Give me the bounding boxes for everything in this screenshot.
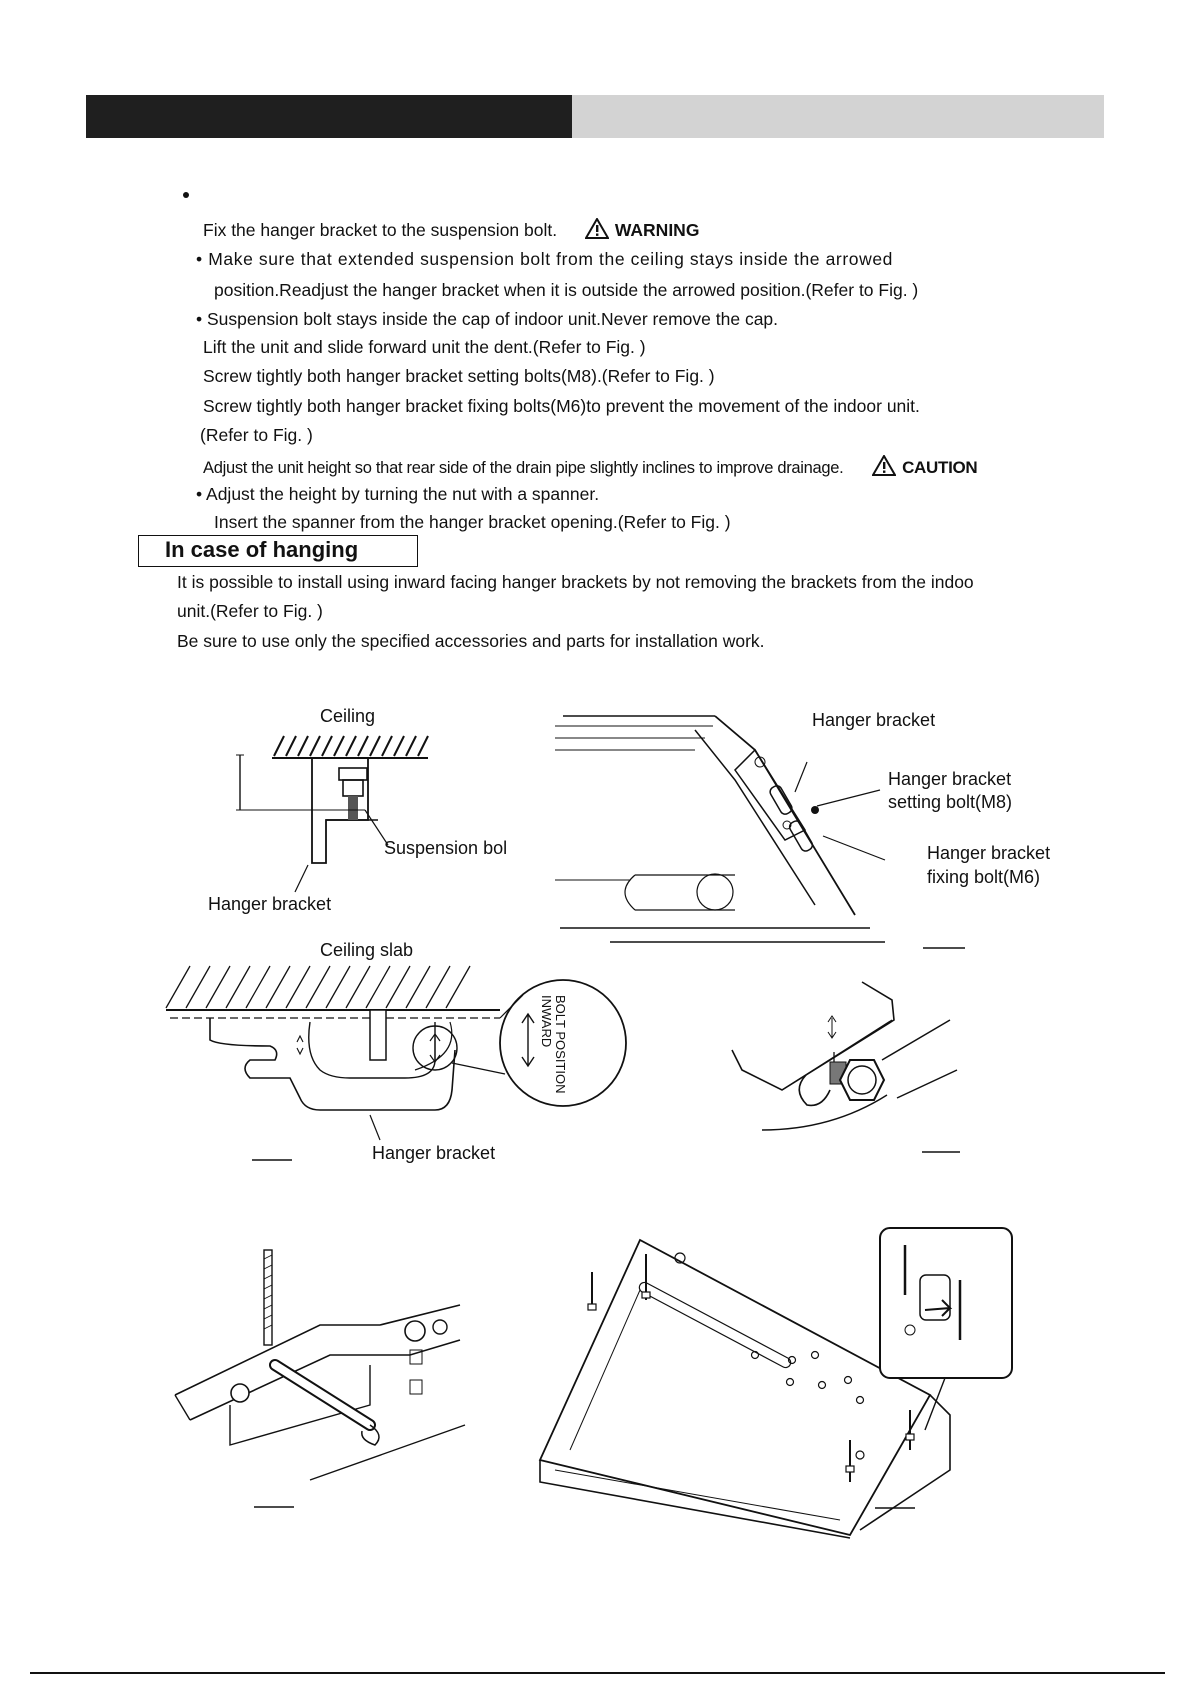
- fig1-hanger-bracket-label: Hanger bracket: [208, 894, 332, 914]
- case-line-2: unit.(Refer to Fig. ): [177, 601, 323, 621]
- step-2: Lift the unit and slide forward unit the dent.(Refer to Fig. ): [203, 337, 646, 357]
- bullet-2: • Suspension bolt stays inside the cap of indoor unit.Never remove the cap.: [196, 309, 779, 329]
- header-bar-light: [572, 95, 1104, 138]
- bullet-1-line-2: position.Readjust the hanger bracket when it is outside the arrowed position.(Refer to Fig. ): [214, 280, 919, 300]
- fig2-fixing-bolt-label-2: fixing bolt(M6): [927, 867, 1041, 887]
- step-5-text: Adjust the unit height so that rear side of the drain pipe slightly inclines to improve drainage.: [203, 459, 844, 477]
- caution-label: CAUTION: [902, 458, 978, 477]
- step-1-text: Fix the hanger bracket to the suspension bolt.: [203, 220, 558, 240]
- fig2-fixing-bolt-label-1: Hanger bracket: [927, 843, 1051, 863]
- bullet-3-sub: Insert the spanner from the hanger bracket opening.(Refer to Fig. ): [214, 512, 731, 532]
- figure-6-drawing: [530, 1220, 1020, 1540]
- figure-4-drawing: [722, 980, 962, 1160]
- bullet-2-text: Suspension bolt stays inside the cap of indoor unit.Never remove the cap.: [207, 309, 779, 329]
- step-4-line-1: Screw tightly both hanger bracket fixing bolts(M6)to prevent the movement of the indoor unit.: [203, 396, 920, 416]
- fig3-hanger-bracket-label: Hanger bracket: [372, 1143, 496, 1163]
- case-heading-box: [138, 535, 418, 567]
- fig3-bolt-position-text: BOLT POSITION: [553, 995, 568, 1094]
- bullet-3-text: Adjust the height by turning the nut with a spanner.: [206, 484, 600, 504]
- fig3-ceiling-slab-label: Ceiling slab: [320, 940, 414, 960]
- bullet-1-text: Make sure that extended suspension bolt from the ceiling stays inside the arrowed: [208, 249, 893, 269]
- fig1-suspension-bolt-label: Suspension bol: [384, 838, 508, 858]
- fig2-setting-bolt-label-2: setting bolt(M8): [888, 792, 1013, 812]
- fig3-inward-text: INWARD: [539, 995, 554, 1048]
- case-heading: In case of hanging: [165, 537, 359, 562]
- step-3: Screw tightly both hanger bracket setting bolts(M8).(Refer to Fig. ): [203, 366, 715, 386]
- fig1-ceiling-label: Ceiling: [320, 706, 376, 726]
- bullet-3: • Adjust the height by turning the nut with a spanner.: [196, 484, 600, 504]
- fig2-hanger-bracket-label: Hanger bracket: [812, 710, 936, 730]
- page-bottom-rule: [30, 1672, 1165, 1674]
- fig2-setting-bolt-label-1: Hanger bracket: [888, 769, 1012, 789]
- step-5: [203, 455, 977, 479]
- figure-3-drawing: [160, 960, 630, 1170]
- bullet-dot: [183, 192, 189, 198]
- case-line-3: Be sure to use only the specified accessories and parts for installation work.: [177, 631, 765, 651]
- header-bar-dark: [86, 95, 572, 138]
- warning-label: WARNING: [614, 220, 700, 240]
- bullet-1-line-1: • Make sure that extended suspension bolt from the ceiling stays inside the arrowed: [196, 249, 893, 269]
- caution-icon: [872, 455, 896, 476]
- warning-icon: [585, 218, 609, 239]
- figure-5-drawing: [170, 1245, 470, 1515]
- figure-1-drawing: [200, 720, 520, 920]
- figure-2-drawing: [555, 710, 975, 950]
- case-line-1: It is possible to install using inward facing hanger brackets by not removing the brackets from the indoo: [177, 572, 974, 592]
- step-1: [203, 218, 699, 241]
- step-4-line-2: (Refer to Fig. ): [200, 425, 313, 445]
